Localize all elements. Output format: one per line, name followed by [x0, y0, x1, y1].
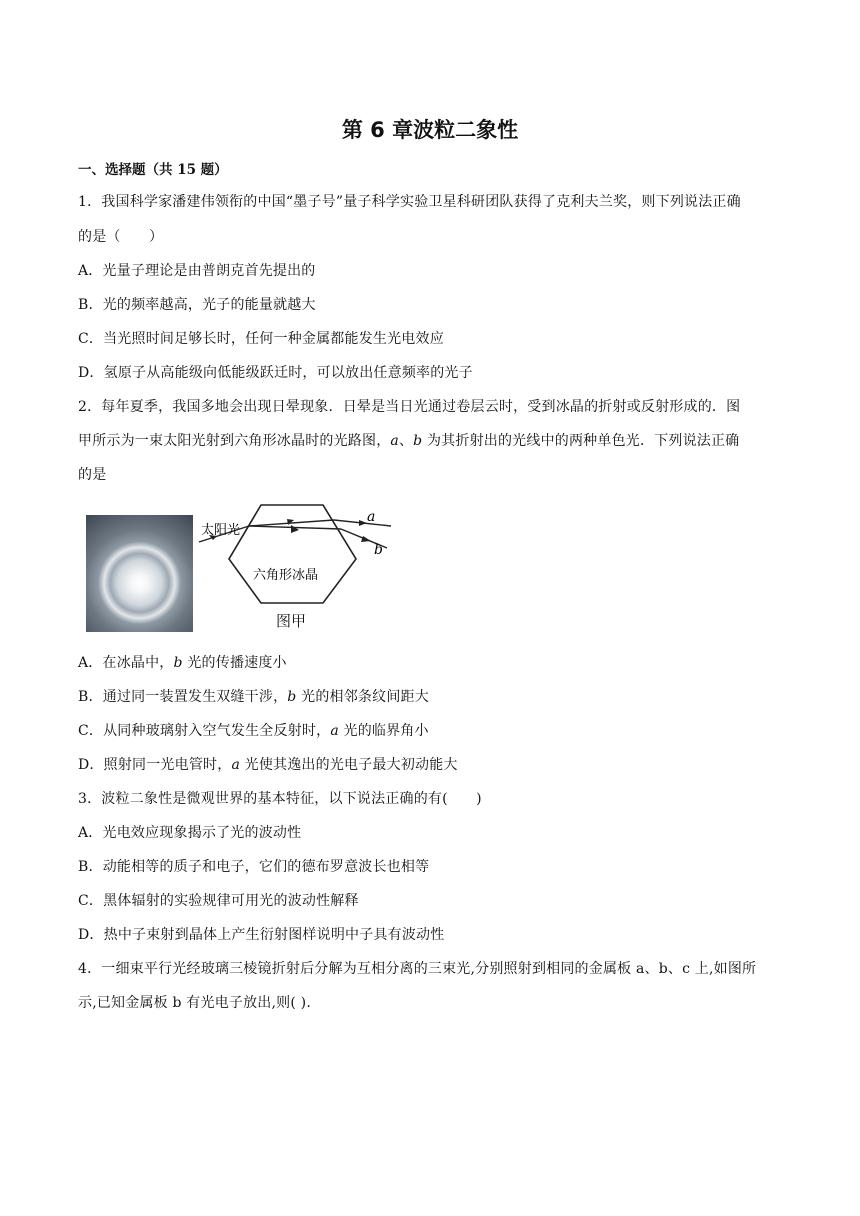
ice-crystal-diagram: [191, 502, 416, 612]
label-ray-b: b: [374, 542, 383, 558]
q1-option-b: B．光的频率越高，光子的能量就越大: [78, 297, 316, 313]
q2-stem-line2: 甲所示为一束太阳光射到六角形冰晶时的光路图，a、b 为其折射出的光线中的两种单色光．下列说法正确: [78, 433, 740, 449]
q2-stem-line1: 2．每年夏季，我国多地会出现日晕现象．日晕是当日光通过卷层云时，受到冰晶的折射或反射形成的．图: [78, 399, 741, 415]
q2-stem-line3: 的是: [78, 467, 107, 483]
q3-option-a: A．光电效应现象揭示了光的波动性: [78, 825, 302, 841]
section-heading: 一、选择题（共 15 题）: [78, 162, 228, 178]
q2-option-a: A．在冰晶中，b 光的传播速度小: [78, 655, 287, 671]
q2-option-b: B．通过同一装置发生双缝干涉，b 光的相邻条纹间距大: [78, 689, 429, 705]
q1-option-d: D．氢原子从高能级向低能级跃迁时，可以放出任意频率的光子: [78, 365, 473, 381]
q1-stem-line2: 的是（ ）: [78, 229, 164, 245]
q3-option-c: C．黑体辐射的实验规律可用光的波动性解释: [78, 893, 359, 909]
q1-option-a: A．光量子理论是由普朗克首先提出的: [78, 263, 316, 279]
sun-halo-photo: [86, 515, 193, 632]
q3-option-b: B．动能相等的质子和电子，它们的德布罗意波长也相等: [78, 859, 430, 875]
q2-figure: [86, 502, 416, 632]
page-title: 第 6 章波粒二象性: [341, 118, 519, 142]
label-hexagonal-crystal: 六角形冰晶: [253, 568, 319, 583]
q1-stem-line1: 1．我国科学家潘建伟领衔的中国“墨子号”量子科学实验卫星科研团队获得了克利夫兰奖，则下列说法正确: [78, 194, 741, 210]
q1-option-c: C．当光照时间足够长时，任何一种金属都能发生光电效应: [78, 331, 444, 347]
figure-caption: 图甲: [276, 612, 307, 630]
label-ray-a: a: [367, 509, 376, 525]
q2-option-d: D．照射同一光电管时，a 光使其逸出的光电子最大初动能大: [78, 757, 458, 773]
q3-option-d: D．热中子束射到晶体上产生衍射图样说明中子具有波动性: [78, 927, 445, 943]
q3-stem: 3．波粒二象性是微观世界的基本特征，以下说法正确的有( ): [78, 791, 482, 807]
q2-option-c: C．从同种玻璃射入空气发生全反射时，a 光的临界角小: [78, 723, 429, 739]
label-sunlight: 太阳光: [201, 523, 241, 538]
q4-stem-line1: 4．一细束平行光经玻璃三棱镜折射后分解为互相分离的三束光,分别照射到相同的金属板 a、b、c 上,如图所: [78, 961, 757, 977]
q4-stem-line2: 示,已知金属板 b 有光电子放出,则( ).: [78, 995, 311, 1011]
